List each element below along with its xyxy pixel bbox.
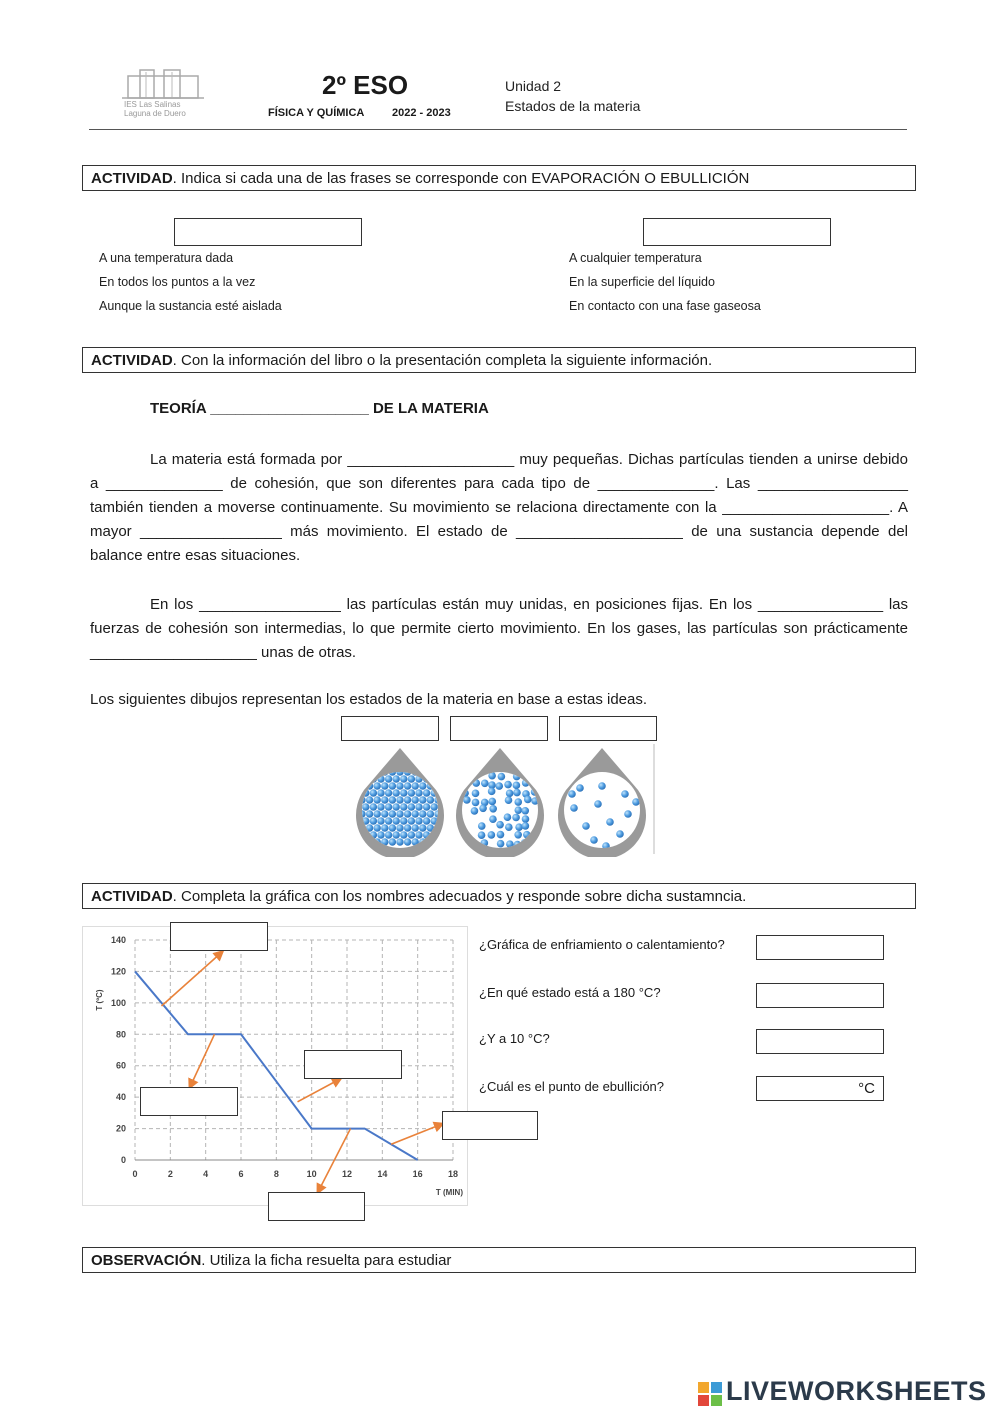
particle bbox=[515, 823, 523, 831]
evaporation-ebullition-answer-left[interactable] bbox=[174, 218, 362, 246]
particle bbox=[404, 796, 411, 803]
y-tick-label: 40 bbox=[115, 1092, 126, 1103]
particle bbox=[412, 824, 419, 831]
particle bbox=[393, 817, 400, 824]
question-state-10: ¿Y a 10 °C? bbox=[479, 1031, 550, 1046]
unit-number: Unidad 2 bbox=[505, 78, 562, 94]
particle bbox=[423, 817, 430, 824]
particle bbox=[488, 788, 496, 796]
particle bbox=[489, 815, 497, 823]
particle bbox=[381, 796, 388, 803]
particle bbox=[366, 768, 373, 775]
activity-1-label: ACTIVIDAD bbox=[91, 170, 173, 187]
activity-3-label: ACTIVIDAD bbox=[91, 888, 173, 905]
particle bbox=[419, 796, 426, 803]
particle bbox=[606, 818, 614, 826]
particle bbox=[362, 775, 369, 782]
x-tick-label: 2 bbox=[167, 1169, 173, 1179]
particle bbox=[431, 803, 438, 810]
liveworksheets-logo-icon bbox=[697, 1381, 723, 1407]
particle bbox=[400, 831, 407, 838]
particle bbox=[400, 789, 407, 796]
particle bbox=[616, 830, 624, 838]
particle bbox=[514, 806, 522, 814]
liquid-drop bbox=[456, 748, 544, 857]
particle bbox=[427, 810, 434, 817]
theory-paragraph-1: La materia está formada por ____________________ muy pequeñas. Dichas partículas tienden a unirse debido a ______________ de cohesión, que son diferentes para cada tipo de ______________. Las __________________ también tienden a moverse continuamente. Su movimiento se relaciona directamente con la ____________________. A mayor _________________ más movimiento. El estado de ____________________ de una sustancia depende del balance entre esas situaciones. bbox=[90, 451, 908, 564]
chart-label-box-solid[interactable] bbox=[268, 1192, 365, 1221]
particle bbox=[370, 789, 377, 796]
particle bbox=[366, 796, 373, 803]
observation-text: . Utiliza la ficha resuelta para estudiar bbox=[201, 1252, 452, 1269]
particle bbox=[377, 817, 384, 824]
particle bbox=[412, 796, 419, 803]
particle bbox=[582, 822, 590, 830]
activity-2-label: ACTIVIDAD bbox=[91, 352, 173, 369]
answer-graph-type[interactable] bbox=[756, 935, 884, 960]
particle bbox=[471, 807, 479, 815]
particle bbox=[404, 810, 411, 817]
question-graph-type: ¿Gráfica de enfriamiento o calentamiento? bbox=[479, 937, 725, 952]
list-item: Aunque la sustancia esté aislada bbox=[99, 299, 282, 313]
answer-boiling-point[interactable]: °C bbox=[756, 1076, 884, 1101]
activity-2-text: . Con la información del libro o la presentación completa la siguiente información. bbox=[172, 352, 713, 369]
school-line-2: Laguna de Duero bbox=[124, 109, 186, 118]
particle bbox=[419, 824, 426, 831]
particle bbox=[427, 796, 434, 803]
particle bbox=[513, 782, 521, 790]
particle bbox=[385, 789, 392, 796]
y-tick-label: 80 bbox=[115, 1029, 126, 1040]
particle bbox=[488, 831, 496, 839]
particle bbox=[505, 796, 513, 804]
particle bbox=[598, 782, 606, 790]
state-answer-liquid[interactable] bbox=[450, 716, 548, 741]
particle bbox=[404, 824, 411, 831]
observation-label: OBSERVACIÓN bbox=[91, 1252, 202, 1269]
particle bbox=[522, 815, 530, 823]
theory-title: TEORÍA ___________________ DE LA MATERIA bbox=[150, 400, 489, 417]
particle bbox=[505, 823, 513, 831]
particle bbox=[408, 789, 415, 796]
list-item: En todos los puntos a la vez bbox=[99, 275, 256, 289]
activity-2-instructions bbox=[82, 347, 916, 373]
label-arrow bbox=[162, 952, 223, 1006]
particle bbox=[415, 789, 422, 796]
particle bbox=[412, 810, 419, 817]
particle bbox=[389, 782, 396, 789]
particle bbox=[393, 775, 400, 782]
particle bbox=[377, 831, 384, 838]
particle bbox=[408, 775, 415, 782]
states-of-matter-drawing bbox=[340, 742, 660, 857]
particle bbox=[427, 768, 434, 775]
particle bbox=[404, 838, 411, 845]
particle bbox=[408, 803, 415, 810]
particle bbox=[472, 799, 480, 807]
particle bbox=[498, 773, 506, 781]
particle bbox=[568, 790, 576, 798]
school-line-1: IES Las Salinas bbox=[124, 100, 181, 109]
particle bbox=[415, 803, 422, 810]
y-tick-label: 0 bbox=[120, 1155, 126, 1165]
particle bbox=[512, 814, 520, 822]
particle bbox=[385, 775, 392, 782]
particle bbox=[478, 822, 486, 830]
particle bbox=[374, 824, 381, 831]
particle bbox=[419, 810, 426, 817]
particle bbox=[393, 831, 400, 838]
label-arrow bbox=[298, 1079, 340, 1102]
list-item: En contacto con una fase gaseosa bbox=[569, 299, 761, 313]
activity-3-instructions bbox=[82, 883, 916, 909]
x-tick-label: 4 bbox=[203, 1169, 209, 1179]
state-answer-solid[interactable] bbox=[341, 716, 439, 741]
particle bbox=[377, 803, 384, 810]
list-item: A una temperatura dada bbox=[99, 251, 234, 265]
particle bbox=[396, 810, 403, 817]
x-tick-label: 18 bbox=[447, 1169, 459, 1179]
particle bbox=[408, 817, 415, 824]
particle bbox=[400, 775, 407, 782]
school-name bbox=[124, 100, 186, 118]
liveworksheets-brand: LIVEWORKSHEETS bbox=[726, 1376, 987, 1406]
particle bbox=[374, 810, 381, 817]
header-divider bbox=[89, 129, 907, 130]
question-state-180: ¿En qué estado está a 180 °C? bbox=[479, 985, 661, 1000]
x-tick-label: 16 bbox=[412, 1169, 423, 1179]
state-answer-gas[interactable] bbox=[559, 716, 657, 741]
particle bbox=[389, 796, 396, 803]
particle bbox=[385, 817, 392, 824]
answer-state-180[interactable] bbox=[756, 983, 884, 1008]
particle bbox=[377, 789, 384, 796]
particle bbox=[531, 771, 539, 779]
school-year: 2022 - 2023 bbox=[392, 107, 451, 119]
list-item: En la superficie del líquido bbox=[569, 275, 715, 289]
particle bbox=[400, 817, 407, 824]
particle bbox=[438, 775, 445, 782]
particle bbox=[385, 831, 392, 838]
activity-1-text: . Indica si cada una de las frases se corresponde con EVAPORACIÓN O EBULLICIÓN bbox=[172, 170, 750, 187]
particle bbox=[408, 831, 415, 838]
particle bbox=[370, 817, 377, 824]
chart-label-box-solidification[interactable] bbox=[442, 1111, 538, 1140]
particle bbox=[381, 810, 388, 817]
particle bbox=[524, 796, 532, 804]
x-tick-label: 8 bbox=[273, 1169, 279, 1179]
particle bbox=[389, 810, 396, 817]
particle bbox=[393, 789, 400, 796]
particle bbox=[362, 803, 369, 810]
particle bbox=[495, 782, 503, 790]
list-item: A cualquier temperatura bbox=[569, 251, 702, 265]
particle bbox=[514, 798, 522, 806]
y-tick-label: 20 bbox=[115, 1123, 126, 1134]
x-tick-label: 10 bbox=[306, 1169, 317, 1179]
activity-1-left-list bbox=[99, 251, 282, 323]
particle bbox=[412, 782, 419, 789]
particle bbox=[521, 807, 529, 815]
theory-paragraph-2: En los _________________ las partículas están muy unidas, en posiciones fijas. En los _______________ las fuerzas de cohesión son intermedias, lo que permite cierto movimiento. En los gases, las partículas son prácticamente ____________________ unas de otras. bbox=[90, 596, 908, 661]
course-title: 2º ESO bbox=[322, 70, 409, 100]
y-tick-label: 140 bbox=[110, 935, 126, 945]
particle bbox=[506, 790, 514, 798]
particle bbox=[504, 813, 512, 821]
particle bbox=[504, 781, 512, 789]
y-tick-label: 60 bbox=[115, 1060, 126, 1071]
x-tick-label: 14 bbox=[377, 1169, 388, 1179]
particle bbox=[514, 831, 522, 839]
label-arrow bbox=[190, 1034, 215, 1087]
x-axis-label: T (MIN) bbox=[435, 1188, 463, 1197]
x-tick-label: 0 bbox=[132, 1169, 138, 1179]
particle bbox=[489, 805, 497, 813]
y-axis-label: T (ºC) bbox=[95, 989, 104, 1011]
chart-label-box-liquid[interactable] bbox=[304, 1050, 402, 1079]
particle bbox=[576, 784, 584, 792]
particle bbox=[385, 803, 392, 810]
gas-drop bbox=[558, 748, 646, 857]
evaporation-ebullition-answer-right[interactable] bbox=[643, 218, 831, 246]
particle bbox=[389, 838, 396, 845]
particle bbox=[590, 836, 598, 844]
particle bbox=[374, 782, 381, 789]
particle bbox=[479, 804, 487, 812]
particle bbox=[624, 810, 632, 818]
particle bbox=[434, 768, 441, 775]
activity-1-instructions bbox=[82, 165, 916, 191]
drawings-intro: Los siguientes dibujos representan los estados de la materia en base a estas ideas. bbox=[90, 691, 648, 708]
particle bbox=[415, 817, 422, 824]
particle bbox=[396, 824, 403, 831]
particle bbox=[621, 790, 629, 798]
particle bbox=[478, 831, 486, 839]
observation-box bbox=[82, 1247, 916, 1273]
x-tick-label: 12 bbox=[341, 1169, 353, 1179]
question-boiling-point: ¿Cuál es el punto de ebullición? bbox=[479, 1079, 665, 1094]
chart-label-box-condensation[interactable] bbox=[140, 1087, 238, 1116]
particle bbox=[462, 771, 470, 779]
particle bbox=[400, 803, 407, 810]
label-arrow bbox=[391, 1124, 442, 1144]
chart-label-box-gas[interactable] bbox=[170, 922, 268, 951]
particle bbox=[496, 821, 504, 829]
particle bbox=[481, 780, 489, 788]
solid-drop bbox=[356, 748, 446, 857]
particle bbox=[431, 775, 438, 782]
activity-3-text: . Completa la gráfica con los nombres adecuados y responde sobre dicha sustamncia. bbox=[172, 888, 747, 905]
subject-label: FÍSICA Y QUÍMICA bbox=[268, 107, 365, 119]
particle bbox=[522, 822, 530, 830]
particle bbox=[389, 824, 396, 831]
particle bbox=[488, 798, 496, 806]
particle bbox=[497, 831, 505, 839]
particle bbox=[419, 782, 426, 789]
cooling-curve-chart bbox=[82, 926, 468, 1206]
unit-info bbox=[505, 76, 640, 116]
particle bbox=[404, 782, 411, 789]
particle bbox=[381, 782, 388, 789]
x-tick-label: 6 bbox=[238, 1169, 244, 1179]
particle bbox=[434, 782, 441, 789]
particle bbox=[374, 796, 381, 803]
activity-1-right-list bbox=[569, 251, 761, 323]
answer-state-10[interactable] bbox=[756, 1029, 884, 1054]
particle bbox=[366, 810, 373, 817]
particle bbox=[472, 790, 480, 798]
particle bbox=[570, 804, 578, 812]
particle bbox=[513, 789, 521, 797]
unit-title: Estados de la materia bbox=[505, 98, 641, 114]
particle bbox=[423, 803, 430, 810]
y-tick-label: 120 bbox=[110, 966, 126, 977]
particle bbox=[396, 782, 403, 789]
particle bbox=[415, 831, 422, 838]
particle bbox=[370, 803, 377, 810]
y-tick-label: 100 bbox=[110, 997, 126, 1008]
particle bbox=[594, 800, 602, 808]
particle bbox=[393, 803, 400, 810]
particle bbox=[423, 789, 430, 796]
particle bbox=[396, 838, 403, 845]
particle bbox=[396, 796, 403, 803]
particle bbox=[497, 840, 505, 848]
particle bbox=[381, 824, 388, 831]
particle bbox=[358, 782, 365, 789]
particle bbox=[358, 768, 365, 775]
